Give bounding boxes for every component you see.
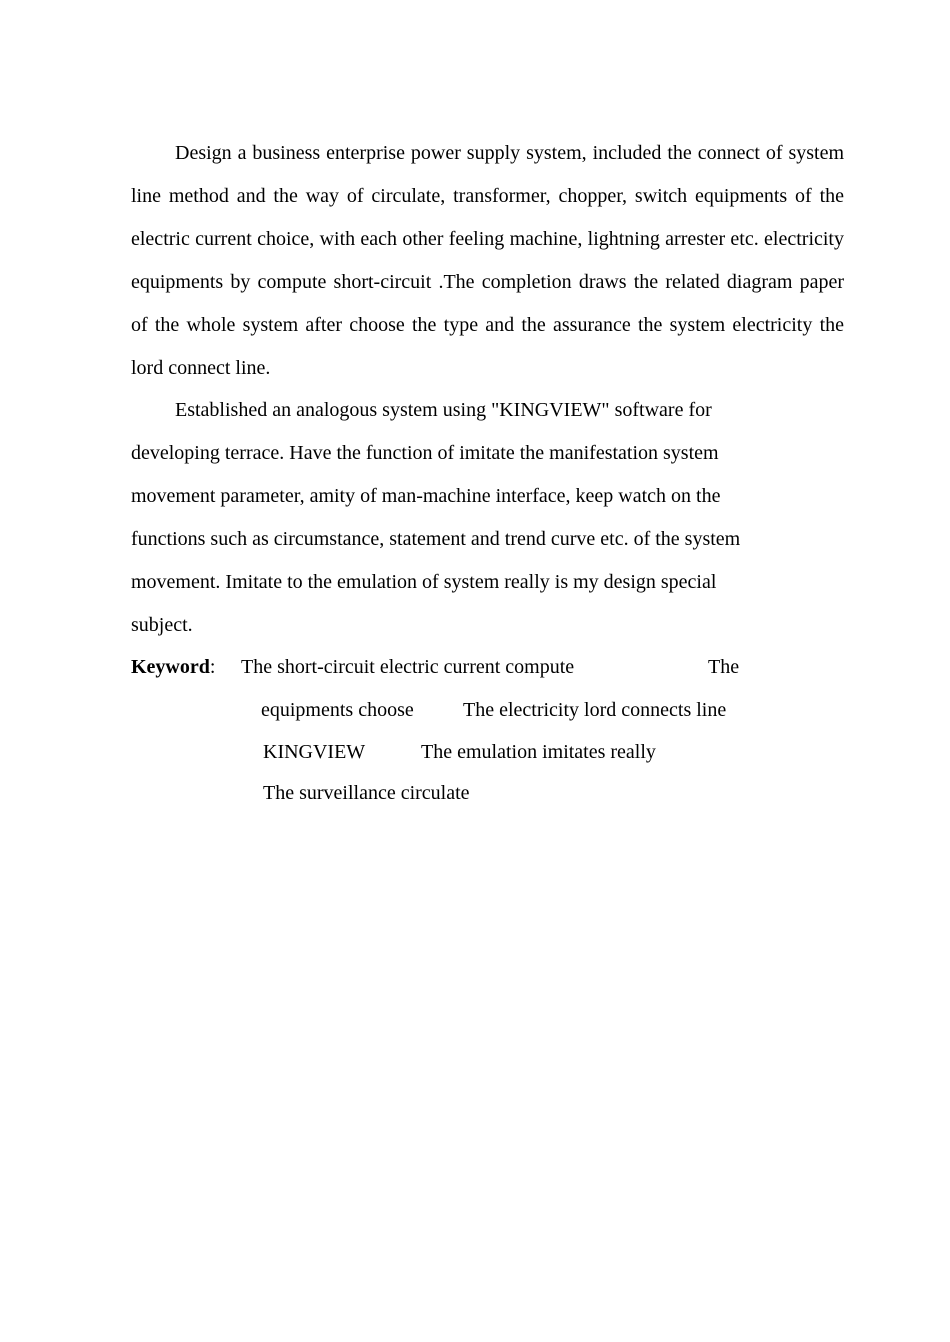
paragraph-2-line: functions such as circumstance, statement and trend curve etc. of the system (131, 528, 741, 550)
keyword-item: The short-circuit electric current compute (241, 656, 575, 678)
keyword-item: The surveillance circulate (263, 782, 470, 804)
paragraph-2-line: movement parameter, amity of man-machine interface, keep watch on the (131, 485, 721, 507)
paragraph-2-line: subject. (131, 614, 193, 636)
paragraph-2-line: movement. Imitate to the emulation of system really is my design special (131, 571, 717, 593)
paragraph-2-line: developing terrace. Have the function of imitate the manifestation system (131, 442, 719, 464)
keywords-label-group (131, 655, 215, 679)
keyword-item: The (708, 656, 740, 678)
keyword-item: KINGVIEW (263, 741, 366, 763)
keyword-item: The emulation imitates really (421, 741, 656, 763)
abstract-paragraph-1: Design a business enterprise power supply system, included the connect of system line method and the way of circulate, transformer, chopper, switch equipments of the electric current choice, with each other feeling machine, lightning arrester etc. electricity equipments by compute short-circuit .The completion draws the related diagram paper of the whole system after choose the type and the assurance the system electricity the lord connect line. (131, 142, 844, 379)
keyword-item: equipments choose (261, 699, 414, 721)
keyword-item: The electricity lord connects line (463, 699, 727, 721)
paragraph-2-line: Established an analogous system using "KINGVIEW" software for (175, 399, 712, 421)
keywords-separator: : (209, 656, 216, 678)
keywords-label: Keyword (131, 656, 210, 678)
abstract-paragraph-2 (131, 389, 821, 647)
